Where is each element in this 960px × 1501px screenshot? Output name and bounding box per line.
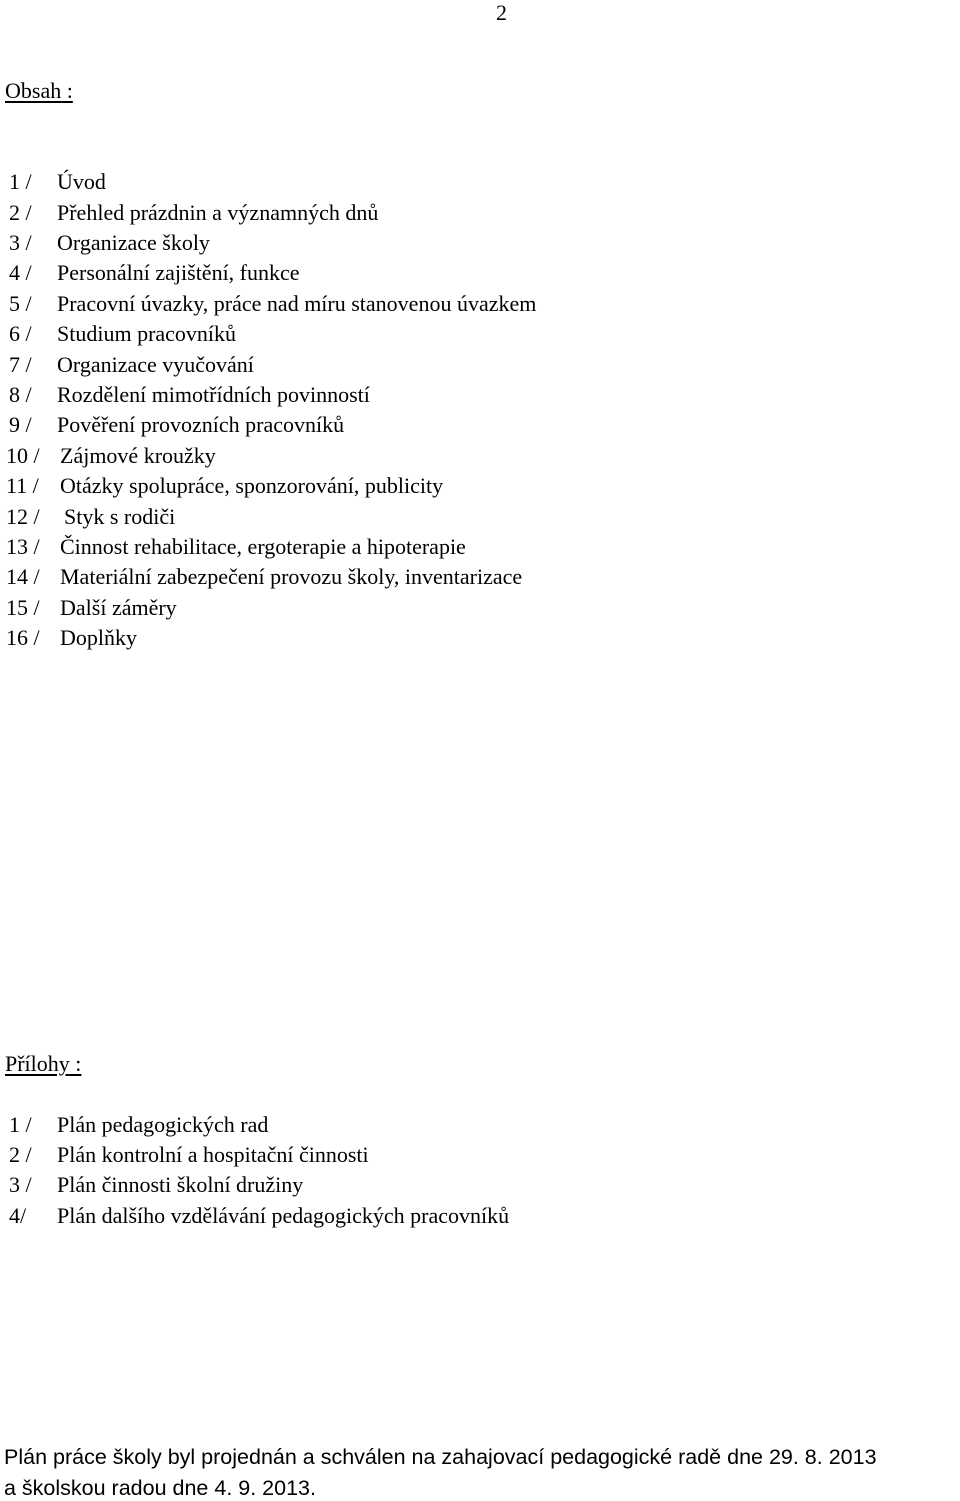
- toc-item-label: Doplňky: [60, 625, 137, 650]
- toc-item-number: 7 /: [9, 352, 32, 377]
- toc-item-number: 6 /: [9, 321, 32, 346]
- attachments-heading-label: Přílohy: [5, 1051, 70, 1076]
- attachment-item-number: 4/: [9, 1203, 27, 1228]
- toc-item-label: Pověření provozních pracovníků: [57, 412, 345, 437]
- attachments-heading-colon: :: [69, 1051, 82, 1076]
- toc-item-label: Činnost rehabilitace, ergoterapie a hipoterapie: [60, 534, 466, 559]
- attachment-item-number: 1 /: [9, 1112, 32, 1137]
- attachment-item-label: Plán činnosti školní družiny: [57, 1172, 304, 1197]
- contents-heading: [5, 80, 73, 102]
- toc-item-number: 14 /: [6, 564, 40, 589]
- attachment-item-number: 2 /: [9, 1142, 32, 1167]
- toc-item-number: 16 /: [6, 625, 40, 650]
- toc-item-label: Pracovní úvazky, práce nad míru stanovenou úvazkem: [57, 291, 537, 316]
- toc-item-label: Materiální zabezpečení provozu školy, inventarizace: [60, 564, 523, 589]
- toc-item-14: [6, 566, 522, 588]
- approval-note-line-2: a školskou radou dne 4. 9. 2013.: [4, 1476, 316, 1500]
- toc-item-number: 4 /: [9, 260, 32, 285]
- toc-item-8: [9, 384, 370, 406]
- attachment-item-3: [9, 1174, 303, 1196]
- page-number: 2: [496, 0, 507, 25]
- toc-item-label: Přehled prázdnin a významných dnů: [57, 200, 379, 225]
- toc-item-number: 15 /: [6, 595, 40, 620]
- toc-item-label: Organizace vyučování: [57, 352, 254, 377]
- toc-item-label: Zájmové kroužky: [60, 443, 216, 468]
- toc-item-number: 2 /: [9, 200, 32, 225]
- toc-item-16: [6, 627, 137, 649]
- toc-item-4: [9, 262, 300, 284]
- toc-item-12: [6, 506, 175, 528]
- toc-item-number: 12 /: [6, 504, 40, 529]
- attachment-item-1: [9, 1114, 268, 1136]
- toc-item-label: Úvod: [57, 169, 106, 194]
- toc-item-5: [9, 293, 536, 315]
- attachment-item-label: Plán kontrolní a hospitační činnosti: [57, 1142, 369, 1167]
- toc-item-number: 11 /: [6, 473, 39, 498]
- toc-item-11: [6, 475, 443, 497]
- toc-item-number: 1 /: [9, 169, 32, 194]
- attachment-item-label: Plán pedagogických rad: [57, 1112, 269, 1137]
- toc-item-label: Rozdělení mimotřídních povinností: [57, 382, 370, 407]
- attachment-item-2: [9, 1144, 369, 1166]
- attachment-item-label: Plán dalšího vzdělávání pedagogických pracovníků: [57, 1203, 510, 1228]
- toc-item-number: 5 /: [9, 291, 32, 316]
- toc-item-label: Personální zajištění, funkce: [57, 260, 300, 285]
- toc-item-15: [6, 597, 177, 619]
- toc-item-2: [9, 202, 378, 224]
- attachment-item-number: 3 /: [9, 1172, 32, 1197]
- toc-item-label: Styk s rodiči: [64, 504, 176, 529]
- contents-heading-label: Obsah: [5, 78, 62, 103]
- approval-note-line-1: Plán práce školy byl projednán a schválen na zahajovací pedagogické radě dne 29. 8. 2013: [4, 1445, 877, 1469]
- toc-item-number: 13 /: [6, 534, 40, 559]
- attachments-heading: [5, 1053, 81, 1075]
- toc-item-number: 10 /: [6, 443, 40, 468]
- toc-item-6: [9, 323, 236, 345]
- toc-item-label: Otázky spolupráce, sponzorování, publicity: [60, 473, 444, 498]
- toc-item-number: 3 /: [9, 230, 32, 255]
- toc-item-number: 8 /: [9, 382, 32, 407]
- toc-item-3: [9, 232, 210, 254]
- contents-heading-colon: :: [61, 78, 73, 103]
- toc-item-7: [9, 354, 254, 376]
- toc-item-13: [6, 536, 466, 558]
- toc-item-9: [9, 414, 344, 436]
- toc-item-number: 9 /: [9, 412, 32, 437]
- toc-item-label: Další záměry: [60, 595, 177, 620]
- toc-item-label: Organizace školy: [57, 230, 210, 255]
- toc-item-10: [6, 445, 216, 467]
- toc-item-label: Studium pracovníků: [57, 321, 237, 346]
- toc-item-1: [9, 171, 106, 193]
- attachment-item-4: [9, 1205, 509, 1227]
